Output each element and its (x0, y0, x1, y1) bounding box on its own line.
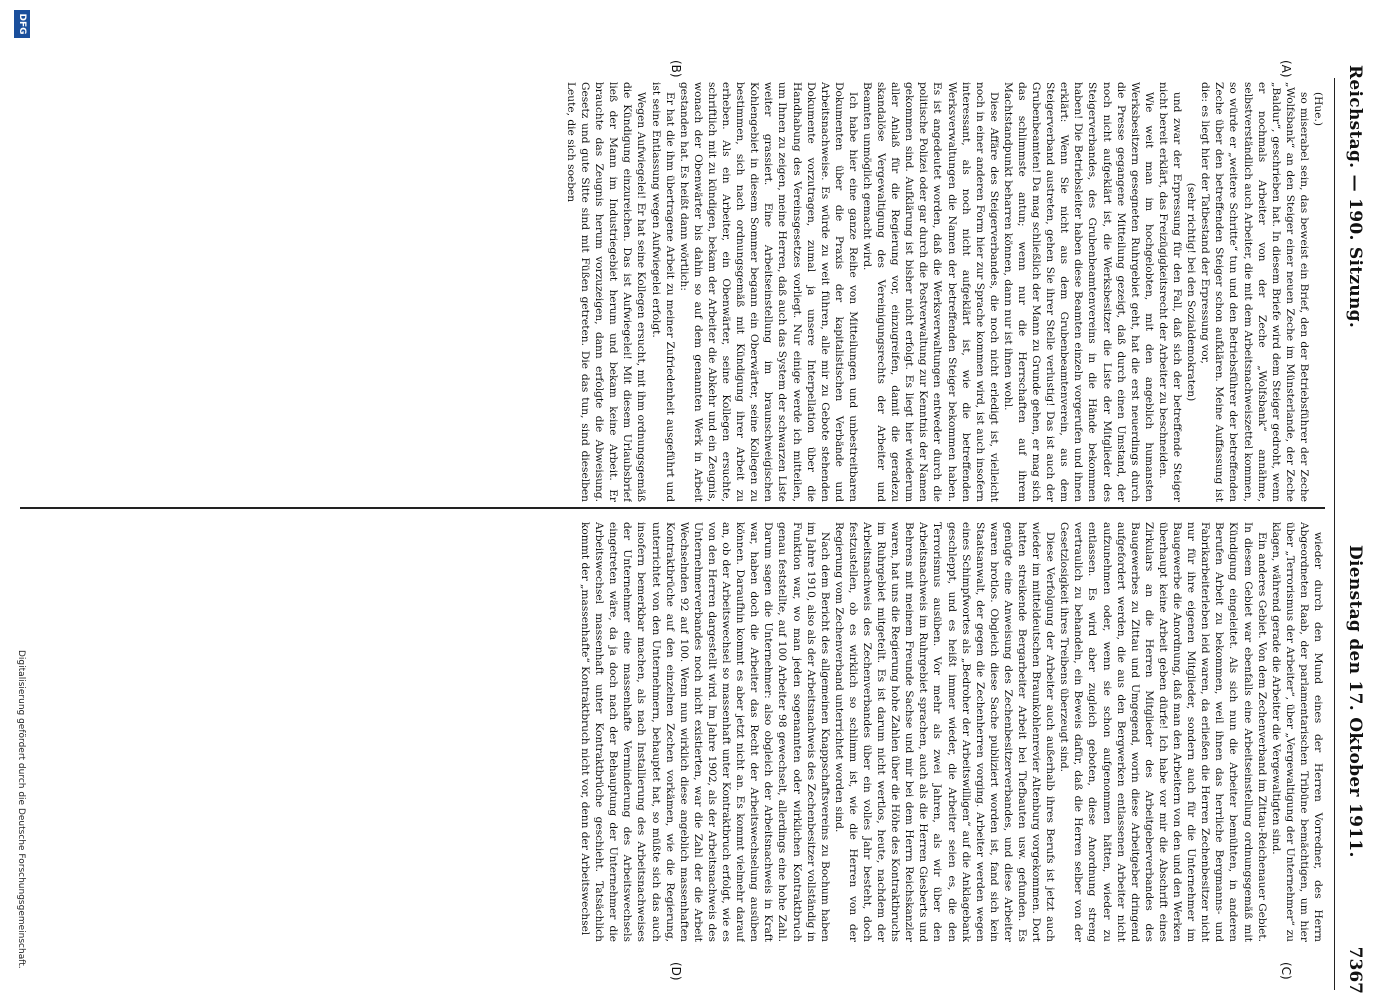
header-left: Reichstag. — 190. Sitzung. (1345, 65, 1365, 329)
paragraph: Nach dem Bericht des allgemeinen Knappschaftsvereins zu Bochum haben im Jahre 1910, also als der Arbeitsnachweis des Zechenbesitzer vollständig in Funktion war, wo man jeden sogenannten oder wirklichen Kontraktbruch genau feststellte, auf 100 Arbeiter 98 gewechselt, allerdings eine hohe Zahl. Darum sagen die Unternehmer: also obgleich der Arbeitsnachweis in Kraft war, haben doch die Arbeiter das Recht der Arbeitswechselung ausüben können. Daraufhin kommt es aber jetzt nicht an. Es kommt vielmehr darauf an, ob der Arbeitswechsel so massenhaft unter Kontraktbruch erfolgt, wie es von den Herren dargestellt wird. Im Jahre 1902, als der Arbeitsnachweis des Unternehmerverbandes noch nicht existierten, war die Zahl der die Arbeit Wechselnden 92 auf 100. Wenn nun wirklich diese angeblich massenhaften Kontraktbrüche auf den einzelnen Zechen vorkämen, wie die Regierung, unterrichtet von den Unternehmern, behauptet hat, so müßte sich das auch insofern bemerkbar machen, als nach Installierung des Arbeitsnachweises der Unternehmer eine massenhafte Verminderung des Arbeitswechsels eingetreten wäre, da ja doch nach der Behauptung der Unternehmer die Arbeitswechsel massenhaft unter Kontraktbrüche geschieht. Tatsächlich kommt der „massenhafte“ Kontraktbruch nicht vor, denn der Arbeitswechsel (579, 522, 831, 942)
margin-marker-d: (D) (669, 962, 683, 981)
header-right: Dienstag den 17. Oktober 1911. (1345, 545, 1365, 858)
digitization-credit: Digitalisierung gefördert durch die Deutsche Forschungsgemeinschaft. (16, 650, 26, 969)
paragraph: Ich habe hier eine ganze Reihe von Mitteilungen und unbestreitbaren Dokumenten über die Praxis der kapitalistischen Verbände und Arbeitsnachweise. Es würde zu weit führen, alle mir zu Gebote stehenden Dokumente vorzutragen, zumal ja unsere Interpellation über die Handhabung des Vereinsgesetzes vorliegt. Nur einige werde ich mitteilen, um Ihnen zu zeigen, meine Herren, daß auch das System der schwarzen Liste weiter grassiert. Eine Arbeitseinstellung im braunschweigischen Kohlengebiet in diesem Sommer begann ein Oberwärter, seine Kollegen zu bestimmen, sich nach ordnungsgemäß mit Kündigung ihrer Arbeit zu erheben. Als ein Arbeiter, ein Obenwärter, seine Kollegen ersuchte, schriftlich mit zu kündigen, bekam der Arbeiter die Abkehr und ein Zeugnis, wonach der Obenwärter bis dahin so auf dem genannten Werk in Arbeit gestanden hat. Es heißt dann wörtlich: (677, 82, 859, 502)
margin-marker-b: (B) (669, 60, 683, 78)
interjection: (sehr richtig! bei den Sozialdemokraten) (1185, 182, 1198, 402)
paragraph: Ein anderes Gebiet. Von dem Zechenverband im Zittau-Reichenauer Gebiet. In diesem Gebiet war ebenfalls eine Arbeitseinstellung ordnungsgemäß mit Kündigung eingeleitet. Als sich nun die Arbeiter bemühten, in anderen Berufen Arbeit zu bekommen, weil ihnen das herrliche Bergmanns- und Fabrikarbeiterleben leid waren, da erließen die Herren Zechenbesitzer nicht nur für ihre eigenen Mitglieder, sondern auch für die Unternehmer im Baugewerbe die Anordnung, daß man den Arbeitern von den und den Werken überhaupt keine Arbeit geben dürfe! Ich habe vor mir die Abschrift eines Zirkulars an die Herren Mitglieder des Arbeitgeberverbandes des Baugewerbes zu Zittau und Umgegend, worin diese Arbeitgeber dringend aufgefordert werden, die aus den Bergwerken entlassenen Arbeiter nicht aufzunehmen oder, wenn sie schon aufgenommen hätten, wieder zu entlassen. Es wird aber zugleich geboten, diese Anordnung streng vertraulich zu behandeln, ein Beweis dafür, daß die Herren selber von der Gesetzlosigkeit ihres Treibens überzeugt sind. (1058, 522, 1268, 942)
paragraph: Wie weit man im hochgelobten, mit den angeblich humansten Werksbesitzern gesegneten Ruhrgebiet geht, hat die erst neuerdings durch die Presse gegangene Mitteilung gezeigt, daß durch einen Umstand, der noch nicht aufgeklärt ist, die Werksbesitzer die Liste der Mitglieder des Steigerverbandes, des Grubenbeamtenvereins in die Hände bekommen haben! Die Betriebsleiter haben diese Beamten einzeln vorgerufen und ihnen erklärt: Wenn Sie nicht aus dem Grubenbeamtenverein, aus dem Steigerverband austreten, gehen Sie ihrer Stelle verlustig! Das ist auch der Grubenbeamten! Da mag schließlich der Mann zu Grunde gehen, er mag sich das schlimmste antun; wenn nur die Herrschaften auf ihrem Machtstandpunkt beharren können, dann nur ist ihnen wohl. (1001, 82, 1155, 502)
dfg-logo: DFG (14, 10, 30, 38)
text-column-right (20, 522, 1325, 942)
paragraph: Wegen Aufwiegelei! Er hat seine Kollegen ersucht, mit ihm ordnungsgemäß die Kündigung einzureichen. Das ist Aufwiegelei! Mit diesem Urlaubsbrief ließ der Mann im Industriegebiet herum und bekam keine Arbeit. Er brauchte das Zeugnis herum vorzuzeigen, dann erfolgte die Abweisung. Gesetz und gute Sitte sind mit Füßen getreten. Die das tun, sind dieselben Leute, die sich soeben (565, 82, 648, 502)
header-rule (1334, 78, 1335, 990)
paragraph: so miserabel sein, das beweist ein Brief, den der Betriebsführer der Zeche „Wolfsbank“ an den Steiger einer neuen Zeche im Münsterlande, der Zeche „Baldur“, geschrieben hat. In diesem Briefe wird dem Steiger gedroht, wenn er nochmals Arbeiter von der Zeche „Wolfsbank“ annähme, selbstverständlich auch Arbeiter, die mit dem Arbeitsnachweiszettel kommen, so würde er „weitere Schritte“ tun und den Betriebsführer der betreffenden Zeche über den betreffenden Steiger schon aufklären. Meine Auffassung ist die: es liegt hier der Tatbestand der Erpressung vor, (1199, 82, 1310, 502)
text-column-left (20, 82, 1325, 502)
page-number: 7367 (1345, 946, 1365, 994)
margin-marker-a: (A) (1279, 60, 1293, 78)
column-divider (20, 507, 1325, 509)
page-header (1323, 0, 1383, 1000)
paragraph: (Hue.) (1312, 92, 1324, 126)
paragraph: und zwar der Erpressung für den Fall, daß sich der betreffende Steiger nicht bereit erklärt, das Freizügigkeitsrecht der Arbeiter zu beschneiden. (1156, 82, 1184, 502)
quotation: Er hat die ihm übertragene Arbeit zu meiner Zufriedenheit ausgeführt und ist seine Entlassung wegen Aufwiegelei erfolgt. (649, 82, 676, 502)
margin-marker-c: (C) (1279, 962, 1293, 980)
paragraph: Diese Verfolgung der Arbeiter auch außerhalb ihres Berufs ist jetzt auch wieder im mitteldeutschen Braunkohlenrevier Altenburg vorgekommen. Dort hatten streikende Bergarbeiter Arbeit bei Tiefbauten usw. gefunden. Es genügte eine Anweisung des Zechenbesitzerverbandes, und diese Arbeiter waren brotlos. Obgleich diese Sache publiziert worden ist, fand sich kein Staatsanwalt, der gegen die Zechenherren vorging. Arbeiter werden wegen eines Schimpfwortes als „Bedroher der Arbeitswilligen“ auf die Anklagebank geschleppt, und es heißt immer wieder, die Arbeiter seien es, die den Terrorismus ausüben. Vor mehr als zwei Jahren, als wir über den Arbeitsnachweis im Ruhrgebiet sprachen, auch als die Herren Giesberts und Behrens mit meinem Freunde Sachse und mir bei dem Herrn Reichskanzler waren, hat uns die Regierung hohe Zahlen über die Höhe des Kontraktbruchs im Ruhrgebiet mitgeteilt. Es ist darum nicht wertlos, heute, nachdem der Arbeitsnachweis des Zechenverbandes über ein volles Jahr besteht, doch festzustellen, ob es wirklich so schlimm ist, wie die Herren von der Regierung vom Zechenverband unterrichtet worden sind. (832, 522, 1057, 942)
paragraph: wieder durch den Mund eines der Herren Vorredner, des Herrn Abgeordneten Raab, der parlamentarischen Tribüne bemächtigen, um hier über „Terrorismus der Arbeiter“, über „Vergewaltigung der Unternehmer“ zu klagen, während gerade die Arbeiter die Vergewaltigten sind. (1269, 522, 1324, 942)
paragraph: Diese Affäre des Steigerverbandes, die noch nicht erledigt ist, vielleicht noch in einer anderen Form hier zur Sprache kommen wird, ist auch insofern interessant, als noch nicht aufgeklärt ist, wie die betreffenden Werksverwaltungen die Namen der betreffenden Steiger bekommen haben. Es ist angedeutet worden, daß die Werksverwaltungen entweder durch die politische Polizei oder gar durch die Postverwaltung zur Kenntnis der Namen gekommen sind. Aufklärung ist bisher nicht erfolgt. Es liegt hier wiederum aller Anlaß für die Regierung vor, einzugreifen, damit die geradezu skandalöse Vergewaltigung des Vereinigungsrechts der Arbeiter und Beamten unmöglich gemacht wird. (861, 82, 1000, 502)
